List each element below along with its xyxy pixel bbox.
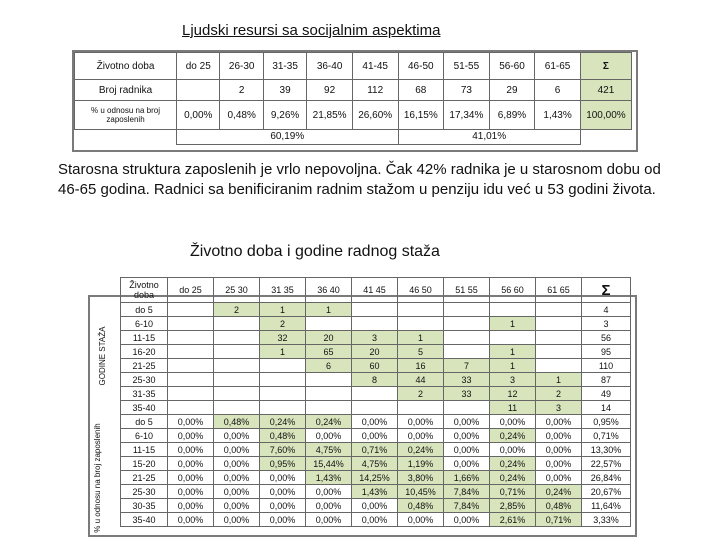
table2-pct-cell: 0,00%	[214, 457, 260, 471]
table2-pct-cell: 0,00%	[352, 415, 398, 429]
table2-pct-cell: 2,61%	[490, 513, 536, 527]
table2-pct-cell: 4,75%	[306, 443, 352, 457]
table2-count-cell: 65	[306, 345, 352, 359]
table2-pct-cell: 0,00%	[168, 443, 214, 457]
table2-pct-cell: 0,00%	[306, 513, 352, 527]
table1-count-cell: 6	[535, 80, 581, 101]
table2-pct-cell: 0,48%	[260, 429, 306, 443]
table2-count-cell	[260, 401, 306, 415]
table2-pct-total: 11,64%	[582, 499, 631, 513]
table2-pct-cell: 0,00%	[536, 429, 582, 443]
table2-pct-cell: 0,00%	[260, 499, 306, 513]
table2-pct-cell: 0,24%	[490, 429, 536, 443]
table1-col-header: 61-65	[535, 53, 581, 80]
table2-pct-cell: 0,00%	[536, 415, 582, 429]
table2-count-cell	[260, 387, 306, 401]
table2-pct-cell: 0,00%	[444, 415, 490, 429]
table2-pct-cell: 15,44%	[306, 457, 352, 471]
table2-count-cell	[306, 317, 352, 331]
table2-row-label: 16-20	[121, 345, 168, 359]
table2-pct-cell: 14,25%	[352, 471, 398, 485]
table2-pct-cell: 0,00%	[168, 513, 214, 527]
table2-pct-cell: 0,00%	[214, 471, 260, 485]
table2-pct-cell: 7,84%	[444, 499, 490, 513]
table2-count-row	[121, 373, 631, 387]
table1-col-header: 31-35	[263, 53, 306, 80]
table2-col-header: 51 55	[444, 278, 490, 303]
table2-pct-cell: 0,00%	[260, 485, 306, 499]
table2-count-cell: 1	[490, 359, 536, 373]
table2-pct-cell: 0,00%	[398, 415, 444, 429]
table1-col-header: 41-45	[352, 53, 398, 80]
table2-count-cell	[168, 331, 214, 345]
table1-group-row	[75, 130, 632, 145]
table1-pct-cell: 100,00%	[580, 101, 631, 130]
table2-count-cell	[214, 345, 260, 359]
table2-count-cell: 2	[536, 387, 582, 401]
table2-pct-cell: 0,00%	[398, 429, 444, 443]
table1-header-row	[75, 53, 632, 80]
table2-col-header: 41 45	[352, 278, 398, 303]
table1-group-blank	[75, 130, 177, 145]
table2-count-cell: 1	[260, 303, 306, 317]
table1-pct-cell: 1,43%	[535, 101, 581, 130]
table2-count-total: 56	[582, 331, 631, 345]
table2-count-cell	[444, 317, 490, 331]
table1-col-header: 36-40	[307, 53, 353, 80]
table2-count-cell: 12	[490, 387, 536, 401]
table2-pct-cell: 0,00%	[214, 443, 260, 457]
table2-count-row	[121, 345, 631, 359]
age-seniority-table	[120, 277, 631, 527]
table2-header-row	[121, 278, 631, 303]
table2-row-label: 15-20	[121, 457, 168, 471]
table1-count-cell: 112	[352, 80, 398, 101]
table2-pct-total: 0,95%	[582, 415, 631, 429]
table2-pct-row	[121, 457, 631, 471]
table2-count-cell	[260, 373, 306, 387]
table2-pct-total: 13,30%	[582, 443, 631, 457]
table2-pct-total: 0,71%	[582, 429, 631, 443]
table2-count-cell	[536, 331, 582, 345]
table1-pct-cell: 16,15%	[398, 101, 444, 130]
table1-col-header: do 25	[177, 53, 220, 80]
table2-count-cell: 33	[444, 373, 490, 387]
table2-header-label: Životno doba	[121, 278, 168, 303]
table2-row-label: 21-25	[121, 471, 168, 485]
table2-pct-cell: 0,00%	[536, 471, 582, 485]
table2-pct-cell: 0,00%	[168, 471, 214, 485]
table2-pct-cell: 1,19%	[398, 457, 444, 471]
table2-pct-cell: 0,00%	[352, 513, 398, 527]
table2-pct-cell: 1,43%	[306, 471, 352, 485]
table2-pct-cell: 0,00%	[352, 429, 398, 443]
table2-pct-cell: 0,00%	[214, 485, 260, 499]
section-title: Životno doba i godine radnog staža	[190, 243, 440, 260]
table2-count-cell	[444, 401, 490, 415]
table2-pct-total: 20,67%	[582, 485, 631, 499]
table2-pct-cell: 0,00%	[214, 499, 260, 513]
table2-count-cell	[306, 401, 352, 415]
table2-row-label: do 5	[121, 415, 168, 429]
table2-row-label: 25-30	[121, 373, 168, 387]
table2-pct-cell: 0,00%	[444, 513, 490, 527]
table1-col-header: Σ	[580, 53, 631, 80]
table2-pct-cell: 0,00%	[444, 457, 490, 471]
table2-count-cell: 3	[352, 331, 398, 345]
table2-count-total: 3	[582, 317, 631, 331]
table2-count-cell: 20	[352, 345, 398, 359]
table2-count-cell	[536, 345, 582, 359]
table2-count-row	[121, 303, 631, 317]
table2-count-cell	[490, 303, 536, 317]
table2-pct-row	[121, 415, 631, 429]
table1-pct-cell: 21,85%	[307, 101, 353, 130]
table1-pct-cell: 26,60%	[352, 101, 398, 130]
table1-count-cell: 2	[220, 80, 263, 101]
table2-count-cell	[260, 359, 306, 373]
table2-count-cell	[398, 317, 444, 331]
table2-count-row	[121, 331, 631, 345]
table2-pct-cell: 0,48%	[536, 499, 582, 513]
table2-col-header: Σ	[582, 278, 631, 303]
table2-count-cell: 1	[398, 331, 444, 345]
table2-pct-cell: 0,00%	[352, 499, 398, 513]
table2-count-total: 49	[582, 387, 631, 401]
table2-pct-cell: 0,48%	[214, 415, 260, 429]
table2-pct-cell: 1,43%	[352, 485, 398, 499]
table2-pct-cell: 0,00%	[306, 485, 352, 499]
table1-pct-cell: 17,34%	[444, 101, 490, 130]
table2-col-header: 25 30	[214, 278, 260, 303]
table2-row-label: 35-40	[121, 513, 168, 527]
table2-pct-cell: 0,00%	[398, 513, 444, 527]
table2-row-label: 11-15	[121, 331, 168, 345]
table2-count-cell: 3	[536, 401, 582, 415]
table2-row-label: 31-35	[121, 387, 168, 401]
table2-count-cell: 5	[398, 345, 444, 359]
table2-count-row	[121, 317, 631, 331]
table1-count-cell: 421	[580, 80, 631, 101]
table2-count-cell	[214, 359, 260, 373]
table2-col-header: 31 35	[260, 278, 306, 303]
table2-pct-cell: 0,00%	[168, 457, 214, 471]
table1-col-header: 51-55	[444, 53, 490, 80]
table1-count-cell: 73	[444, 80, 490, 101]
table2-pct-cell: 0,00%	[306, 429, 352, 443]
table2-count-cell	[536, 317, 582, 331]
table2-count-cell	[398, 303, 444, 317]
table2-pct-cell: 0,00%	[444, 429, 490, 443]
table2-row-label: 21-25	[121, 359, 168, 373]
table1-header-label: Životno doba	[75, 53, 177, 80]
table1-col-header: 46-50	[398, 53, 444, 80]
table2-count-cell: 60	[352, 359, 398, 373]
table2-count-cell: 1	[536, 373, 582, 387]
table2-pct-cell: 0,71%	[536, 513, 582, 527]
table2-count-cell: 1	[306, 303, 352, 317]
table2-pct-cell: 0,00%	[168, 485, 214, 499]
table2-pct-total: 22,57%	[582, 457, 631, 471]
table1-pct-cell: 0,00%	[177, 101, 220, 130]
table2-count-cell	[352, 303, 398, 317]
table2-pct-cell: 0,00%	[490, 443, 536, 457]
table2-pct-cell: 0,24%	[490, 457, 536, 471]
table2-count-row	[121, 359, 631, 373]
table2-count-cell	[352, 317, 398, 331]
table2-count-cell	[168, 387, 214, 401]
table2-pct-cell: 0,24%	[536, 485, 582, 499]
table2-count-cell: 1	[490, 345, 536, 359]
table2-pct-cell: 0,00%	[168, 415, 214, 429]
table1-count-row	[75, 80, 632, 101]
table2-pct-cell: 3,80%	[398, 471, 444, 485]
table2-pct-cell: 0,00%	[168, 499, 214, 513]
table1-count-label: Broj radnika	[75, 80, 177, 101]
table2-pct-total: 3,33%	[582, 513, 631, 527]
table2-count-cell	[214, 373, 260, 387]
table2-count-cell	[444, 345, 490, 359]
table2-col-header: 56 60	[490, 278, 536, 303]
table2-count-cell	[214, 401, 260, 415]
table2-count-cell	[214, 317, 260, 331]
table2-count-cell	[168, 317, 214, 331]
table2-count-cell	[352, 387, 398, 401]
table2-count-cell: 16	[398, 359, 444, 373]
table2-count-cell: 20	[306, 331, 352, 345]
table2-pct-cell: 0,71%	[490, 485, 536, 499]
table2-count-cell	[168, 401, 214, 415]
table2-row-label: 6-10	[121, 429, 168, 443]
table2-count-total: 4	[582, 303, 631, 317]
table2-count-cell	[168, 303, 214, 317]
table2-count-cell	[444, 331, 490, 345]
age-structure-table	[74, 52, 632, 145]
table2-pct-cell: 0,00%	[444, 443, 490, 457]
table2-count-cell: 1	[490, 317, 536, 331]
table2-pct-cell: 7,84%	[444, 485, 490, 499]
table1-pct-cell: 0,48%	[220, 101, 263, 130]
table1-count-cell: 92	[307, 80, 353, 101]
table2-count-row	[121, 401, 631, 415]
table2-count-total: 14	[582, 401, 631, 415]
table2-count-cell	[352, 401, 398, 415]
table2-count-cell: 32	[260, 331, 306, 345]
table1-group-left: 60,19%	[177, 130, 398, 145]
table1-col-header: 56-60	[489, 53, 535, 80]
table1-pct-label: % u odnosu na broj zaposlenih	[75, 101, 177, 130]
table2-pct-cell: 4,75%	[352, 457, 398, 471]
table2-pct-cell: 0,00%	[260, 513, 306, 527]
table2-pct-cell: 0,24%	[260, 415, 306, 429]
table2-pct-row	[121, 499, 631, 513]
table1-pct-cell: 9,26%	[263, 101, 306, 130]
table2-count-total: 95	[582, 345, 631, 359]
table2-row-label: 25-30	[121, 485, 168, 499]
table2-row-label: 11-15	[121, 443, 168, 457]
table2-pct-total: 26,84%	[582, 471, 631, 485]
table1-count-cell: 39	[263, 80, 306, 101]
table2-count-cell	[214, 387, 260, 401]
table2-count-cell	[168, 359, 214, 373]
table2-pct-cell: 0,24%	[306, 415, 352, 429]
table2-pct-cell: 0,71%	[352, 443, 398, 457]
table2-pct-row	[121, 513, 631, 527]
table2-count-cell: 2	[214, 303, 260, 317]
table2-count-total: 110	[582, 359, 631, 373]
pct-axis-label: % u odnosu na broj zaposlenih	[93, 423, 102, 533]
table2-count-cell: 8	[352, 373, 398, 387]
table2-count-cell: 6	[306, 359, 352, 373]
table1-count-cell: 29	[489, 80, 535, 101]
table2-pct-row	[121, 471, 631, 485]
table2-col-header: 61 65	[536, 278, 582, 303]
table2-pct-cell: 0,00%	[260, 471, 306, 485]
table2-count-row	[121, 387, 631, 401]
table2-pct-cell: 0,00%	[536, 457, 582, 471]
table2-col-header: 36 40	[306, 278, 352, 303]
table1-pct-row	[75, 101, 632, 130]
table2-count-cell	[398, 401, 444, 415]
table2-row-label: 30-35	[121, 499, 168, 513]
table2-pct-cell: 2,85%	[490, 499, 536, 513]
table2-col-header: 46 50	[398, 278, 444, 303]
table2-count-cell: 44	[398, 373, 444, 387]
table1-count-cell	[177, 80, 220, 101]
table2-row-label: 35-40	[121, 401, 168, 415]
table2-count-cell: 11	[490, 401, 536, 415]
table2-count-cell: 33	[444, 387, 490, 401]
table2-pct-cell: 0,00%	[214, 429, 260, 443]
table1-pct-cell: 6,89%	[489, 101, 535, 130]
table2-pct-cell: 10,45%	[398, 485, 444, 499]
table2-pct-row	[121, 485, 631, 499]
table2-count-cell	[444, 303, 490, 317]
table2-count-cell	[168, 345, 214, 359]
table2-pct-cell: 7,60%	[260, 443, 306, 457]
table2-pct-cell: 0,00%	[168, 429, 214, 443]
table2-pct-cell: 0,24%	[490, 471, 536, 485]
description-paragraph: Starosna struktura zaposlenih je vrlo nepovoljna. Čak 42% radnika je u starosnom dobu od 46-65 godina. Radnici sa benificiranim radnim stažom u penziju idu već u 53 godini života.	[58, 161, 661, 198]
table2-count-cell	[536, 359, 582, 373]
table2-row-label: do 5	[121, 303, 168, 317]
table2-count-cell	[306, 387, 352, 401]
table2-pct-row	[121, 429, 631, 443]
table1-group-right: 41,01%	[398, 130, 580, 145]
table2-count-cell	[306, 373, 352, 387]
table1-group-blank	[580, 130, 631, 145]
table2-pct-cell: 0,00%	[536, 443, 582, 457]
table1-col-header: 26-30	[220, 53, 263, 80]
table2-col-header: do 25	[168, 278, 214, 303]
staz-axis-label: GODINE STAŽA	[98, 326, 107, 386]
table1-count-cell: 68	[398, 80, 444, 101]
table2-pct-cell: 1,66%	[444, 471, 490, 485]
table2-count-cell	[168, 373, 214, 387]
table2-count-cell	[490, 331, 536, 345]
table2-count-cell: 1	[260, 345, 306, 359]
page-title: Ljudski resursi sa socijalnim aspektima	[182, 22, 441, 39]
table2-count-cell: 2	[398, 387, 444, 401]
table2-pct-cell: 0,00%	[490, 415, 536, 429]
table2-count-cell: 7	[444, 359, 490, 373]
table2-count-cell	[214, 331, 260, 345]
table2-count-cell: 3	[490, 373, 536, 387]
table2-row-label: 6-10	[121, 317, 168, 331]
table2-pct-cell: 0,00%	[214, 513, 260, 527]
table2-pct-cell: 0,24%	[398, 443, 444, 457]
table2-count-cell: 2	[260, 317, 306, 331]
table2-pct-cell: 0,48%	[398, 499, 444, 513]
table2-pct-row	[121, 443, 631, 457]
table2-count-total: 87	[582, 373, 631, 387]
table2-count-cell	[536, 303, 582, 317]
table2-pct-cell: 0,95%	[260, 457, 306, 471]
table2-pct-cell: 0,00%	[306, 499, 352, 513]
